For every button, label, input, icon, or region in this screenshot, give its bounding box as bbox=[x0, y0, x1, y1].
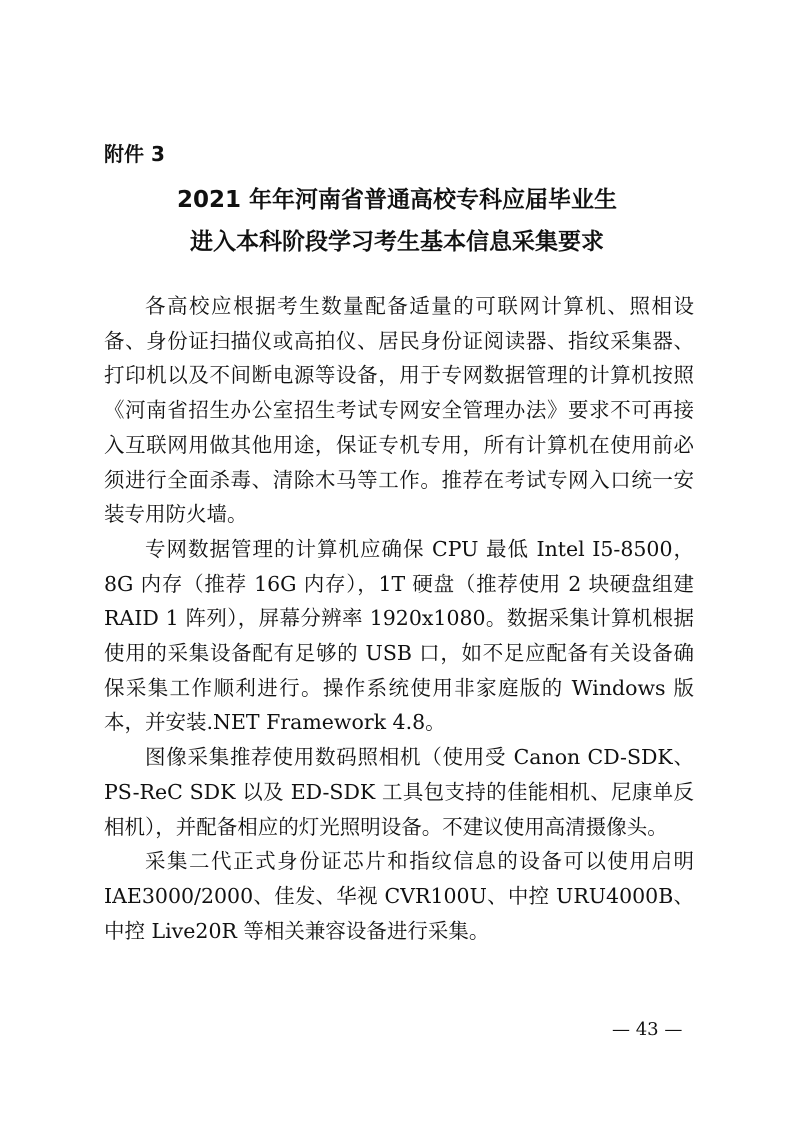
paragraph-image-capture: 图像采集推荐使用数码照相机（使用受 Canon CD-SDK、PS-ReC SDK 以及 ED-SDK 工具包支持的佳能相机、尼康单反相机），并配备相应的灯光照明设备。不建议使用高清摄像头。 bbox=[104, 745, 694, 839]
document-title-line-1: 2021 年年河南省普通高校专科应届毕业生 bbox=[176, 187, 618, 213]
document-body bbox=[104, 289, 694, 948]
attachment-label: 附件 3 bbox=[104, 142, 165, 166]
page-number: — 43 — bbox=[612, 1019, 683, 1040]
paragraph-computer-specs: 专网数据管理的计算机应确保 CPU 最低 Intel I5-8500，8G 内存（推荐 16G 内存），1T 硬盘（推荐使用 2 块硬盘组建 RAID 1 阵列），屏幕分辨率 1920x1080。数据采集计算机根据使用的采集设备配有足够的 USB 口，如不足应配备有关设备确保采集工作顺利进行。操作系统使用非家庭版的 Windows 版本，并安装.NET Framework 4.8。 bbox=[104, 536, 694, 735]
paragraph-id-fingerprint: 采集二代正式身份证芯片和指纹信息的设备可以使用启明 IAE3000/2000、佳发、华视 CVR100U、中控 URU4000B、中控 Live20R 等相关兼容设备进行采集。 bbox=[104, 849, 694, 943]
document-title-line-2: 进入本科阶段学习考生基本信息采集要求 bbox=[190, 229, 604, 255]
paragraph-equipment: 各高校应根据考生数量配备适量的可联网计算机、照相设备、身份证扫描仪或高拍仪、居民身份证阅读器、指纹采集器、打印机以及不间断电源等设备，用于专网数据管理的计算机按照《河南省招生办公室招生考试专网安全管理办法》要求不可再接入互联网用做其他用途，保证专机专用，所有计算机在使用前必须进行全面杀毒、清除木马等工作。推荐在考试专网入口统一安装专用防火墙。 bbox=[104, 294, 694, 527]
